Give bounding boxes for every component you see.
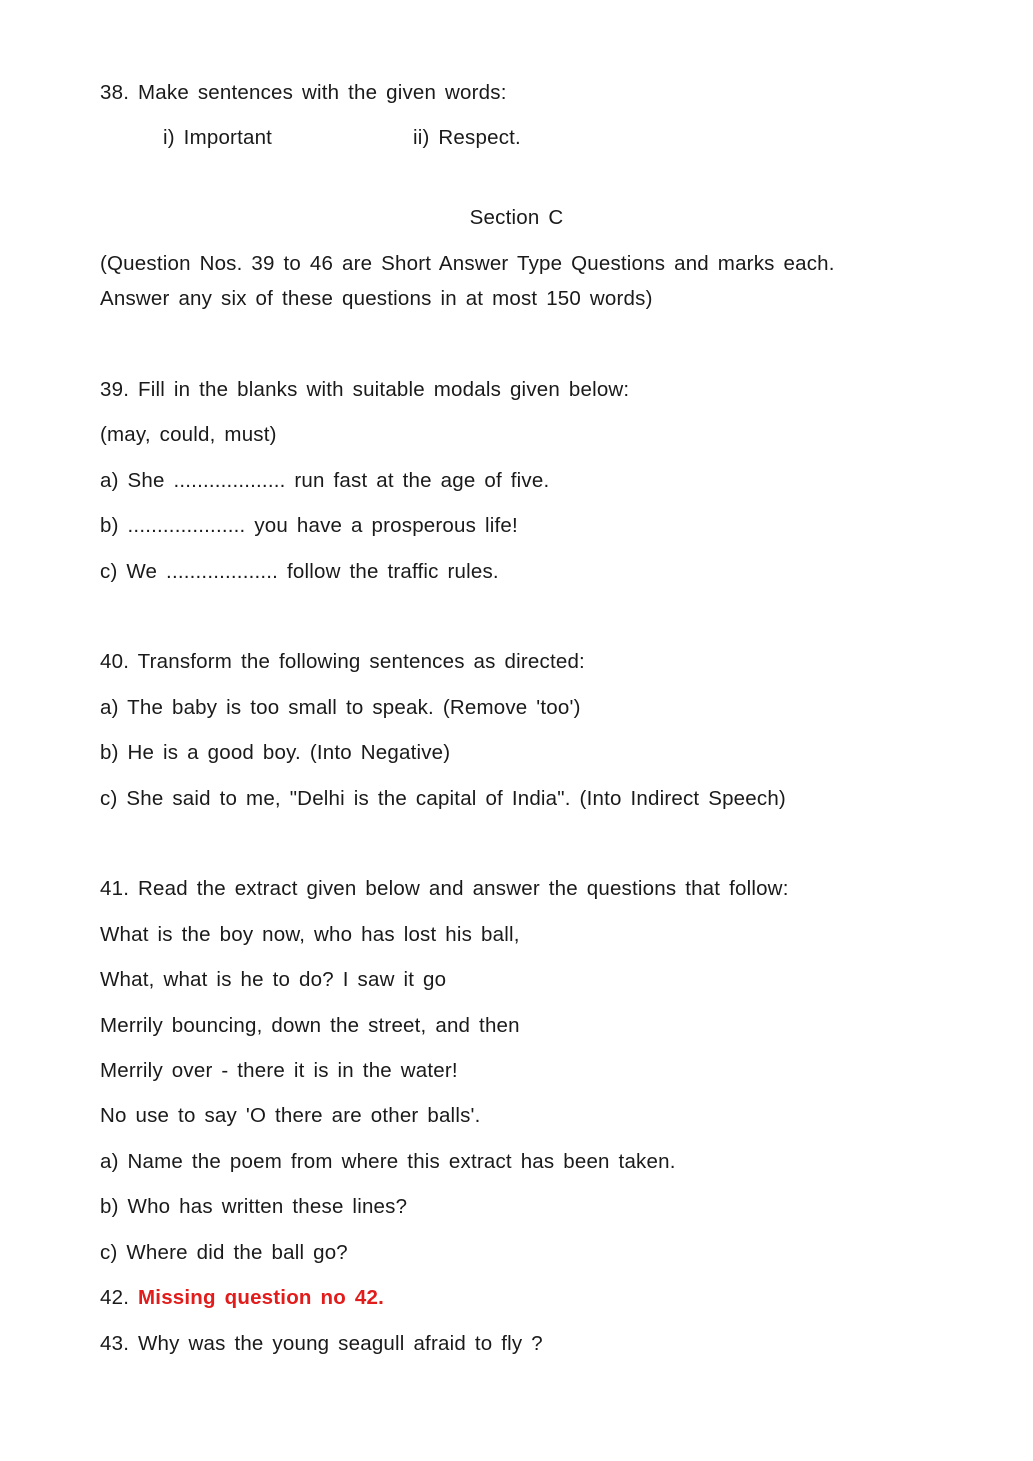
- q39-text: 39. Fill in the blanks with suitable modals given below:: [100, 378, 630, 401]
- poem-line: No use to say 'O there are other balls'.: [100, 1104, 481, 1127]
- q38-text: 38. Make sentences with the given words:: [100, 81, 507, 104]
- q41-text: 41. Read the extract given below and answer the questions that follow:: [100, 877, 789, 900]
- q40-item-b: b) He is a good boy. (Into Negative): [100, 741, 451, 764]
- section-instruction-line2: Answer any six of these questions in at most 150 words): [100, 287, 653, 310]
- q41-item-b: b) Who has written these lines?: [100, 1195, 408, 1218]
- q38-option-ii: ii) Respect.: [413, 126, 521, 149]
- section-instruction-line1: (Question Nos. 39 to 46 are Short Answer Type Questions and marks each.: [100, 252, 835, 275]
- q41-item-a: a) Name the poem from where this extract has been taken.: [100, 1150, 676, 1173]
- q41-item-c: c) Where did the ball go?: [100, 1241, 348, 1264]
- q40-item-a: a) The baby is too small to speak. (Remove 'too'): [100, 696, 581, 719]
- q39-item-c: c) We ................... follow the traffic rules.: [100, 560, 499, 583]
- q40-text: 40. Transform the following sentences as directed:: [100, 650, 585, 673]
- poem-line: Merrily bouncing, down the street, and then: [100, 1014, 520, 1037]
- section-title: Section C: [469, 206, 564, 229]
- poem-line: Merrily over - there it is in the water!: [100, 1059, 458, 1082]
- q40-item-c: c) She said to me, "Delhi is the capital of India". (Into Indirect Speech): [100, 787, 786, 810]
- poem-line: What is the boy now, who has lost his ball,: [100, 923, 520, 946]
- q42-number: 42.: [100, 1286, 130, 1309]
- q39-item-a: a) She ................... run fast at the age of five.: [100, 469, 550, 492]
- q38-option-i: i) Important: [163, 126, 273, 149]
- q42: [100, 1288, 384, 1309]
- q39-item-b: b) .................... you have a prosperous life!: [100, 514, 518, 537]
- q42-missing-note: Missing question no 42.: [138, 1286, 384, 1309]
- q39-options: (may, could, must): [100, 423, 277, 446]
- poem-line: What, what is he to do? I saw it go: [100, 968, 447, 991]
- q43-text: 43. Why was the young seagull afraid to fly ?: [100, 1332, 543, 1355]
